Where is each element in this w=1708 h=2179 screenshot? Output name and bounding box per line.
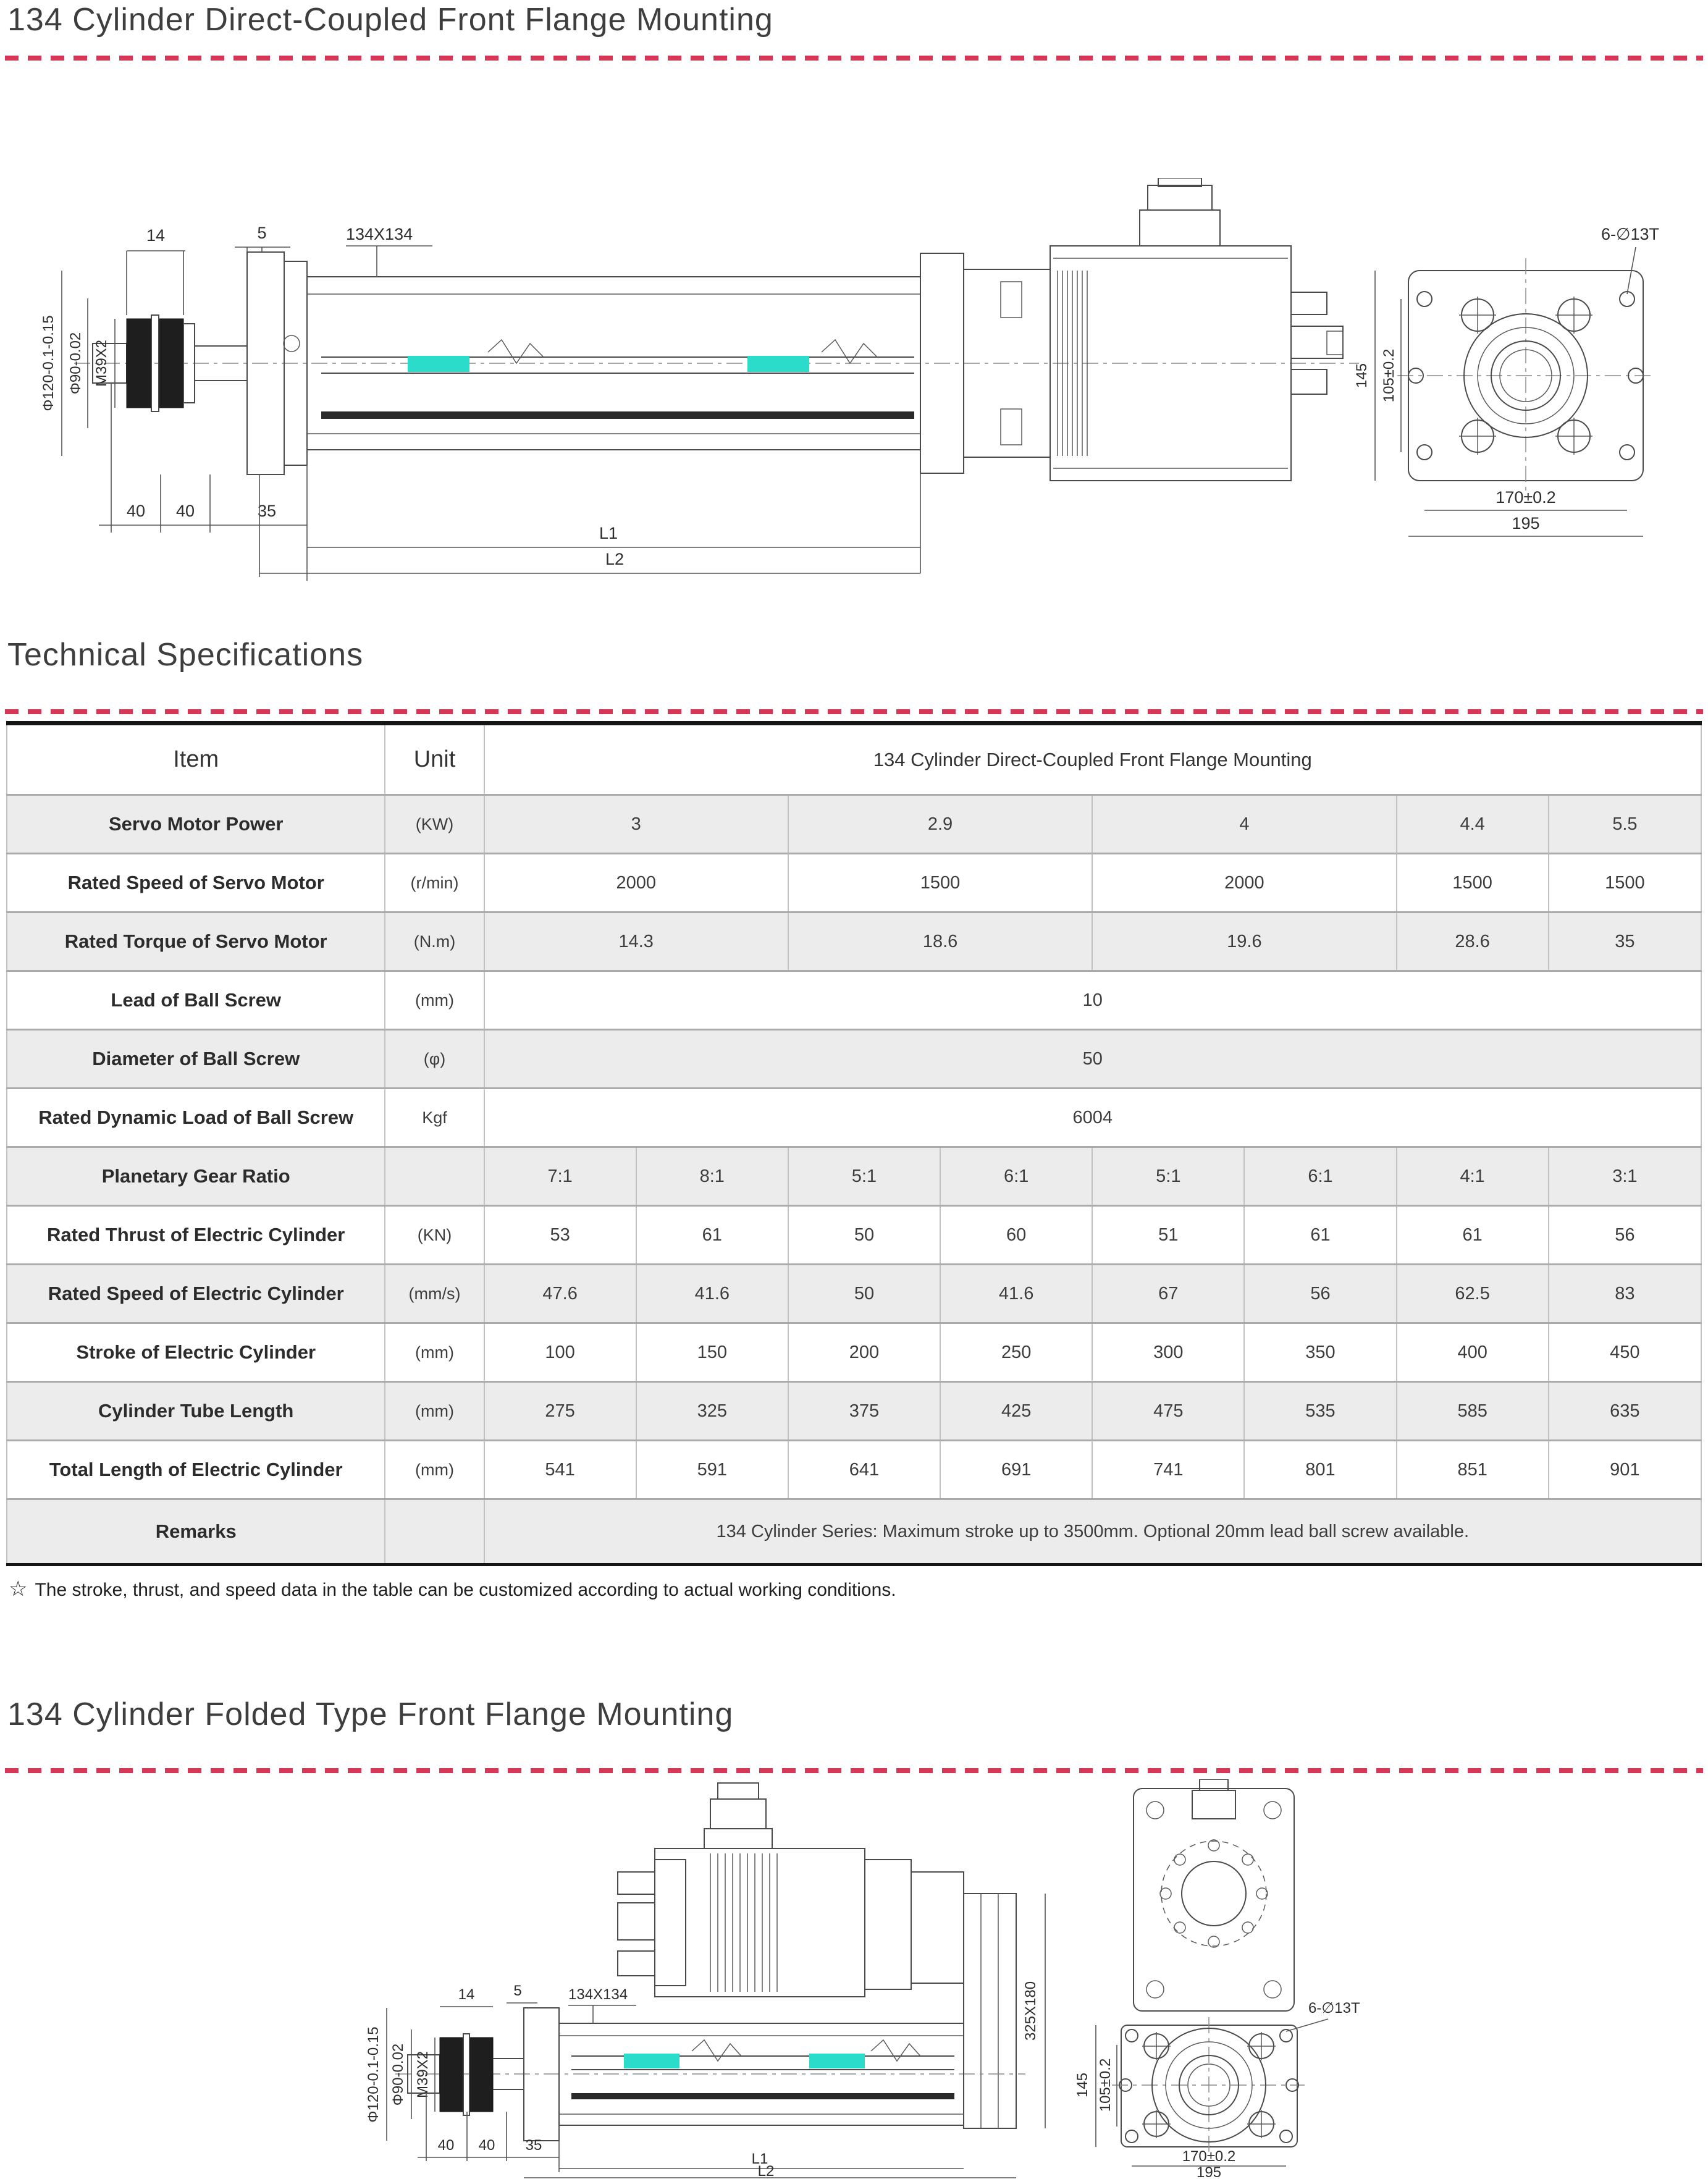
row-label: Item	[7, 723, 385, 795]
row-unit: (mm)	[385, 1441, 484, 1499]
row-label: Rated Speed of Servo Motor	[7, 854, 385, 912]
value-cell: 350	[1244, 1323, 1396, 1382]
dimension-labels-top	[440, 1983, 636, 2023]
value-cell: 250	[940, 1323, 1092, 1382]
value-cell: 14.3	[484, 912, 788, 971]
row-unit: (φ)	[385, 1030, 484, 1089]
dim-325x180: 325X180	[1022, 1981, 1039, 2041]
dim-l2: L2	[757, 2163, 775, 2179]
value-cell: 851	[1397, 1441, 1549, 1499]
dim-14: 14	[146, 226, 166, 245]
row-unit: Kgf	[385, 1089, 484, 1147]
value-cell: 4	[1092, 795, 1396, 854]
value-cell: 50	[788, 1265, 940, 1323]
spec-table-row	[7, 971, 1701, 1030]
break-squiggle	[488, 340, 544, 363]
dim-l1: L1	[751, 2151, 768, 2167]
value-cell: 61	[636, 1206, 788, 1265]
spec-table-row	[7, 1499, 1701, 1565]
row-label: Diameter of Ball Screw	[7, 1030, 385, 1089]
guide-rail	[571, 2093, 954, 2099]
spec-table-row	[7, 1265, 1701, 1323]
encoder-connectors	[1291, 292, 1343, 394]
value-cell: 2.9	[788, 795, 1092, 854]
mounting-bracket	[964, 1894, 1016, 2128]
row-label: Rated Dynamic Load of Ball Screw	[7, 1089, 385, 1147]
value-cell: 50	[484, 1030, 1701, 1089]
dimension-labels-bottom	[418, 2093, 1016, 2179]
value-cell: 134 Cylinder Series: Maximum stroke up to 3500mm. Optional 20mm lead ball screw available.	[484, 1499, 1701, 1565]
dimension-labels-left	[365, 2008, 435, 2141]
seal-highlight	[747, 356, 809, 372]
value-cell: 635	[1549, 1382, 1701, 1441]
value-cell: 1500	[1549, 854, 1701, 912]
gearbox-stage	[911, 1872, 964, 1983]
technical-drawing-direct-coupled	[0, 178, 1708, 586]
value-cell: 53	[484, 1206, 636, 1265]
value-cell: 641	[788, 1441, 940, 1499]
value-cell: 3	[484, 795, 788, 854]
dim-thread: M39X2	[414, 2050, 431, 2099]
row-label: Rated Speed of Electric Cylinder	[7, 1265, 385, 1323]
value-cell: 275	[484, 1382, 636, 1441]
value-cell: 475	[1092, 1382, 1244, 1441]
value-cell: 901	[1549, 1441, 1701, 1499]
value-cell: 6:1	[1244, 1147, 1396, 1206]
dashed-divider	[5, 56, 1703, 61]
value-cell: 67	[1092, 1265, 1244, 1323]
value-cell: 10	[484, 971, 1701, 1030]
dim-105: 105±0.2	[1097, 2058, 1114, 2112]
spec-table-row	[7, 912, 1701, 971]
value-cell: 6004	[484, 1089, 1701, 1147]
value-cell: 535	[1244, 1382, 1396, 1441]
value-cell: 741	[1092, 1441, 1244, 1499]
value-cell: 7:1	[484, 1147, 636, 1206]
seal-highlight	[809, 2054, 865, 2068]
dim-195: 195	[1196, 2164, 1222, 2179]
dim-134x134: 134X134	[346, 225, 413, 243]
motor-fins	[710, 1853, 777, 1992]
value-cell: 56	[1244, 1265, 1396, 1323]
value-cell: 19.6	[1092, 912, 1396, 971]
row-label: Total Length of Electric Cylinder	[7, 1441, 385, 1499]
dim-40b: 40	[478, 2137, 495, 2154]
dim-dia120: Φ120-0.1-0.15	[40, 315, 57, 411]
value-cell: 47.6	[484, 1265, 636, 1323]
row-label: Rated Thrust of Electric Cylinder	[7, 1206, 385, 1265]
dim-40b: 40	[175, 502, 195, 520]
motor-rear-view	[1134, 1779, 1294, 2011]
dim-40a: 40	[437, 2137, 455, 2154]
star-icon: ☆	[9, 1577, 28, 1601]
spec-table-row	[7, 1441, 1701, 1499]
value-cell: 200	[788, 1323, 940, 1382]
dashed-divider	[5, 1768, 1703, 1773]
spec-table-row	[7, 1147, 1701, 1206]
spec-table-header-row	[7, 723, 1701, 795]
row-unit: (r/min)	[385, 854, 484, 912]
value-cell: 541	[484, 1441, 636, 1499]
spec-table-row	[7, 1206, 1701, 1265]
value-cell: 1500	[788, 854, 1092, 912]
row-unit: (KW)	[385, 795, 484, 854]
value-cell: 585	[1397, 1382, 1549, 1441]
value-cell: 1500	[1397, 854, 1549, 912]
dimension-labels-top	[127, 224, 432, 315]
seal-highlight	[408, 356, 469, 372]
guide-rail	[321, 411, 914, 419]
row-label: Lead of Ball Screw	[7, 971, 385, 1030]
front-flange-view	[1074, 2000, 1360, 2179]
row-label: Cylinder Tube Length	[7, 1382, 385, 1441]
value-cell: 150	[636, 1323, 788, 1382]
value-cell: 691	[940, 1441, 1092, 1499]
value-cell: 41.6	[636, 1265, 788, 1323]
dim-l2: L2	[605, 550, 625, 568]
value-cell: 60	[940, 1206, 1092, 1265]
value-cell: 61	[1397, 1206, 1549, 1265]
row-label: Stroke of Electric Cylinder	[7, 1323, 385, 1382]
value-cell: 375	[788, 1382, 940, 1441]
row-label: Remarks	[7, 1499, 385, 1565]
value-cell: 56	[1549, 1206, 1701, 1265]
value-cell: 5:1	[788, 1147, 940, 1206]
motor-connector	[1140, 178, 1220, 246]
dim-105: 105±0.2	[1381, 348, 1397, 403]
value-cell: 83	[1549, 1265, 1701, 1323]
encoder-connectors	[618, 1872, 655, 1976]
spec-table-row	[7, 1382, 1701, 1441]
footnote	[9, 1577, 896, 1601]
row-unit: (mm)	[385, 1382, 484, 1441]
value-cell: 801	[1244, 1441, 1396, 1499]
dim-thread: M39X2	[93, 339, 110, 387]
row-label: Rated Torque of Servo Motor	[7, 912, 385, 971]
row-unit: Unit	[385, 723, 484, 795]
value-cell: 28.6	[1397, 912, 1549, 971]
section-title-specifications: Technical Specifications	[7, 637, 364, 673]
value-cell: 50	[788, 1206, 940, 1265]
value-cell: 61	[1244, 1206, 1396, 1265]
dim-40a: 40	[126, 502, 146, 520]
dim-5: 5	[513, 1983, 522, 1999]
front-flange-view	[1353, 225, 1659, 536]
row-unit: (mm/s)	[385, 1265, 484, 1323]
value-cell: 8:1	[636, 1147, 788, 1206]
value-cell: 450	[1549, 1323, 1701, 1382]
dimension-labels-left	[40, 271, 115, 456]
value-cell: 5.5	[1549, 795, 1701, 854]
dim-dia90: Φ90-0.02	[67, 332, 84, 395]
value-cell: 4:1	[1397, 1147, 1549, 1206]
technical-drawing-folded-type	[0, 1779, 1708, 2179]
spec-table-row	[7, 1323, 1701, 1382]
value-cell: 100	[484, 1323, 636, 1382]
spec-table-row	[7, 854, 1701, 912]
dim-134x134: 134X134	[568, 1986, 628, 2003]
break-squiggle	[871, 2040, 920, 2061]
spec-table	[6, 721, 1702, 1566]
dim-holes: 6-∅13T	[1308, 2000, 1360, 2017]
dim-145: 145	[1353, 363, 1370, 389]
dim-dia90: Φ90-0.02	[390, 2043, 406, 2106]
value-cell: 51	[1092, 1206, 1244, 1265]
row-label: Planetary Gear Ratio	[7, 1147, 385, 1206]
spec-table-row	[7, 1089, 1701, 1147]
row-unit: (KN)	[385, 1206, 484, 1265]
value-cell: 425	[940, 1382, 1092, 1441]
dim-35: 35	[525, 2137, 542, 2154]
value-cell: 62.5	[1397, 1265, 1549, 1323]
dim-145: 145	[1074, 2072, 1091, 2098]
dim-5: 5	[257, 224, 267, 242]
value-cell: 134 Cylinder Direct-Coupled Front Flange Mounting	[484, 723, 1701, 795]
dim-35: 35	[257, 502, 277, 520]
page-title: 134 Cylinder Direct-Coupled Front Flange Mounting	[7, 2, 773, 38]
servo-motor	[1050, 178, 1343, 481]
value-cell: 3:1	[1549, 1147, 1701, 1206]
value-cell: 2000	[484, 854, 788, 912]
row-label: Servo Motor Power	[7, 795, 385, 854]
value-cell: 35	[1549, 912, 1701, 971]
footnote-text: The stroke, thrust, and speed data in the table can be customized according to actual working conditions.	[35, 1580, 896, 1600]
gearbox	[865, 1860, 911, 1989]
row-unit	[385, 1499, 484, 1565]
spec-table-row	[7, 795, 1701, 854]
dim-170: 170±0.2	[1182, 2148, 1236, 2165]
value-cell: 325	[636, 1382, 788, 1441]
value-cell: 5:1	[1092, 1147, 1244, 1206]
seal-highlight	[624, 2054, 679, 2068]
row-unit: (mm)	[385, 971, 484, 1030]
spec-table-row	[7, 1030, 1701, 1089]
break-squiggle	[692, 2040, 741, 2061]
row-unit: (N.m)	[385, 912, 484, 971]
value-cell: 300	[1092, 1323, 1244, 1382]
row-unit	[385, 1147, 484, 1206]
dim-195: 195	[1512, 514, 1540, 533]
dim-holes: 6-∅13T	[1601, 225, 1660, 243]
value-cell: 4.4	[1397, 795, 1549, 854]
motor-assembly	[618, 1783, 964, 1997]
dim-14: 14	[458, 1986, 475, 2003]
dashed-divider	[5, 709, 1703, 714]
value-cell: 591	[636, 1441, 788, 1499]
break-squiggle	[822, 340, 877, 363]
value-cell: 2000	[1092, 854, 1396, 912]
dim-170: 170±0.2	[1496, 488, 1556, 507]
dim-dia120: Φ120-0.1-0.15	[365, 2026, 382, 2123]
row-unit: (mm)	[385, 1323, 484, 1382]
value-cell: 6:1	[940, 1147, 1092, 1206]
value-cell: 18.6	[788, 912, 1092, 971]
page-title-folded: 134 Cylinder Folded Type Front Flange Mounting	[7, 1696, 734, 1732]
value-cell: 400	[1397, 1323, 1549, 1382]
value-cell: 41.6	[940, 1265, 1092, 1323]
mounting-hole-circle	[1160, 1840, 1268, 1947]
dim-l1: L1	[599, 524, 618, 542]
